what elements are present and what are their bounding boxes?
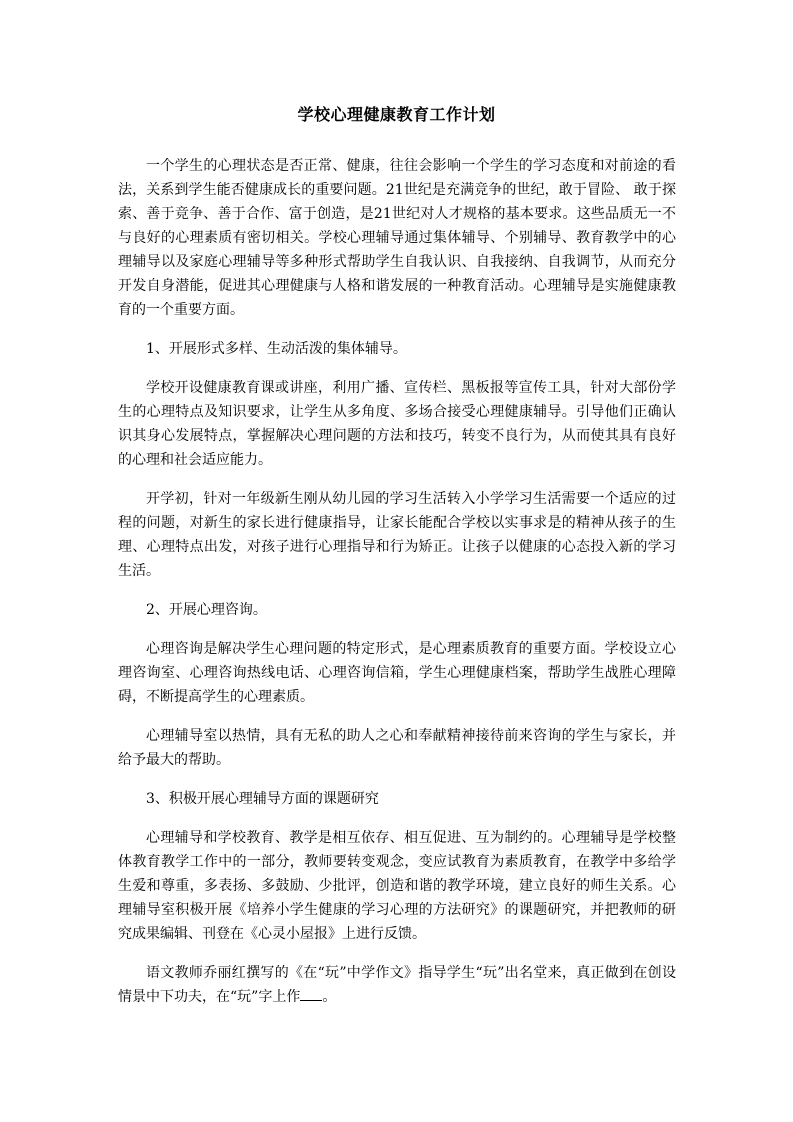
section-3-paragraph-2: [118, 961, 676, 1009]
fill-in-blank: [300, 986, 322, 1001]
section-2-paragraph-1: 心理咨询是解决学生心理问题的特定形式，是心理素质教育的重要方面。学校设立心理咨询室、心理咨询热线电话、心理咨询信箱，学生心理健康档案，帮助学生战胜心理障碍，不断提高学生的心理素质。: [118, 641, 676, 705]
section-1-paragraph-2: 开学初，针对一年级新生刚从幼儿园的学习生活转入小学学习生活需要一个适应的过程的问题，对新生的家长进行健康指导，让家长能配合学校以实事求是的精神从孩子的生理、心理特点出发，对孩子进行心理指导和行为矫正。让孩子以健康的心态投入新的学习生活。: [118, 491, 676, 579]
section-2-paragraph-2: 心理辅导室以热情，具有无私的助人之心和奉献精神接待前来咨询的学生与家长，并给予最大的帮助。: [118, 728, 676, 768]
section-heading-2: 2、开展心理咨询。: [146, 602, 267, 618]
document-title: 学校心理健康教育工作计划: [297, 105, 496, 124]
intro-paragraph: 一个学生的心理状态是否正常、健康，往往会影响一个学生的学习态度和对前途的看法，关系到学生能否健康成长的重要问题。21世纪是充满竞争的世纪，敢于冒险、 敢于探索、善于竞争、善于合作、富于创造，是21世纪对人才规格的基本要求。这些品质无一不与良好的心理素质有密切相关。学校心理辅导通过集体辅导、个别辅导、教育教学中的心理辅导以及家庭心理辅导等多种形式帮助学生自我认识、自我接纳、自我调节，从而充分开发自身潜能，促进其心理健康与人格和谐发展的一种教育活动。心理辅导是实施健康教育的一个重要方面。: [118, 158, 676, 318]
last-paragraph-text: 语文教师乔丽红撰写的《在“玩”中学作文》指导学生“玩”出名堂来，真正做到在创设情景中下功夫，在“玩”字上作: [118, 965, 676, 1005]
section-heading-1: 1、开展形式多样、生动活泼的集体辅导。: [146, 341, 407, 357]
section-1-paragraph-1: 学校开设健康教育课或讲座，利用广播、宣传栏、黑板报等宣传工具，针对大部份学生的心理特点及知识要求，让学生从多角度、多场合接受心理健康辅导。引导他们正确认识其身心发展特点，掌握解决心理问题的方法和技巧，转变不良行为，从而使其具有良好的心理和社会适应能力。: [118, 380, 676, 468]
section-3-paragraph-1: 心理辅导和学校教育、教学是相互依存、相互促进、互为制约的。心理辅导是学校整体教育教学工作中的一部分，教师要转变观念，变应试教育为素质教育，在教学中多给学生爱和尊重，多表扬、多鼓励、少批评，创造和谐的教学环境，建立良好的师生关系。心理辅导室积极开展《培养小学生健康的学习心理的方法研究》的课题研究，并把教师的研究成果编辑、刊登在《心灵小屋报》上进行反馈。: [118, 830, 676, 942]
section-heading-3: 3、积极开展心理辅导方面的课题研究: [146, 791, 379, 807]
document-body: [118, 154, 676, 1024]
last-paragraph-end: 。: [322, 989, 337, 1005]
